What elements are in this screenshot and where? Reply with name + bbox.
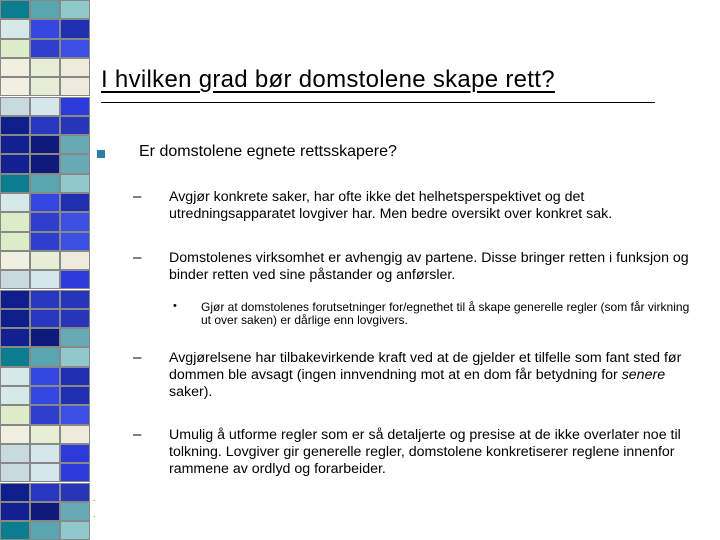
stripe-tile [60,251,90,270]
title-underline [101,102,655,103]
stripe-tile [30,463,60,482]
stripe-tile [30,251,60,270]
stripe-tile [60,463,90,482]
stripe-tile [60,309,90,328]
stripe-tile [0,270,30,289]
stripe-tile [0,483,30,502]
stripe-tile [30,309,60,328]
stripe-tile [60,174,90,193]
stripe-tile [30,39,60,58]
stripe-tile [30,521,60,540]
stripe-tile [30,328,60,347]
stripe-tile [60,483,90,502]
stripe-tile [30,212,60,231]
stripe-tile [60,19,90,38]
stripe-tile [0,386,30,405]
dash-marker: – [133,249,142,266]
stripe-tile [60,154,90,173]
slide-title: I hvilken grad bør domstolene skape rett? [101,66,555,93]
stripe-tile [30,386,60,405]
sub-bullet-3-emphasis: senere [621,367,666,383]
square-bullet-icon [97,150,105,158]
stripe-tile [0,193,30,212]
stripe-tile [0,77,30,96]
stripe-tile [60,193,90,212]
stripe-tile [30,135,60,154]
stripe-tile [60,347,90,366]
footer-mark: . [93,510,96,519]
stripe-tile [60,232,90,251]
stripe-tile [0,97,30,116]
stripe-tile [0,232,30,251]
stripe-tile [60,290,90,309]
stripe-tile [30,58,60,77]
stripe-tile [30,425,60,444]
sub-bullet-3-end: saker). [169,384,213,400]
stripe-tile [30,116,60,135]
stripe-tile [0,521,30,540]
stripe-tile [30,154,60,173]
stripe-tile [30,405,60,424]
stripe-tile [0,463,30,482]
stripe-tile [30,232,60,251]
sub-bullet-2: Domstolenes virksomhet er avhengig av partene. Disse bringer retten i funksjon og binder retten ved sine påstander og anførsler. [169,250,689,283]
stripe-tile [0,405,30,424]
stripe-tile [30,444,60,463]
dash-marker: – [133,426,142,443]
stripe-tile [30,0,60,19]
stripe-tile [0,135,30,154]
decorative-stripe [0,0,90,540]
stripe-tile [30,483,60,502]
dash-marker: – [133,349,142,366]
stripe-tile [0,154,30,173]
stripe-tile [0,251,30,270]
stripe-tile [0,502,30,521]
stripe-tile [60,212,90,231]
stripe-tile [60,39,90,58]
stripe-tile [60,97,90,116]
stripe-tile [30,97,60,116]
stripe-tile [60,328,90,347]
stripe-tile [60,521,90,540]
stripe-tile [0,328,30,347]
stripe-tile [60,444,90,463]
stripe-tile [60,0,90,19]
main-bullet: Er domstolene egnete rettsskapere? [139,143,397,160]
stripe-tile [0,19,30,38]
stripe-tile [30,193,60,212]
stripe-tile [60,58,90,77]
stripe-tile [0,425,30,444]
stripe-tile [30,290,60,309]
sub-bullet-3-text: Avgjørelsene har tilbakevirkende kraft ved at de gjelder et tilfelle som fant sted før dommen ble avsagt (ingen innvendning mot at en dom får betydning for [169,350,682,383]
stripe-tile [0,367,30,386]
stripe-tile [60,116,90,135]
stripe-tile [60,135,90,154]
sub-sub-bullet: Gjør at domstolenes forutsetninger for/egnethet til å skape generelle regler (som får virkning ut over saken) er dårlige enn lovgivers. [201,300,690,327]
stripe-tile [30,19,60,38]
stripe-tile [60,367,90,386]
stripe-tile [0,212,30,231]
stripe-tile [0,290,30,309]
stripe-tile [0,58,30,77]
stripe-tile [0,309,30,328]
dash-marker: – [133,188,142,205]
stripe-tile [0,0,30,19]
stripe-tile [0,174,30,193]
stripe-tile [60,405,90,424]
stripe-tile [60,386,90,405]
stripe-tile [30,270,60,289]
stripe-tile [60,425,90,444]
footer-mark: . [93,494,96,503]
stripe-tile [0,444,30,463]
stripe-tile [30,347,60,366]
stripe-tile [30,502,60,521]
stripe-tile [60,502,90,521]
stripe-tile [0,116,30,135]
dot-marker: • [173,300,177,312]
sub-bullet-3 [169,350,694,401]
stripe-tile [30,367,60,386]
stripe-tile [0,347,30,366]
stripe-tile [30,174,60,193]
stripe-tile [30,77,60,96]
sub-bullet-4: Umulig å utforme regler som er så detaljerte og presise at de ikke overlater noe til tolkning. Lovgiver gir generelle regler, domstolene konkretiserer reglene innenfor rammene av ordlyd og forarbeider. [169,427,681,477]
stripe-tile [0,39,30,58]
sub-bullet-1: Avgjør konkrete saker, har ofte ikke det helhetsperspektivet og det utredningsapparatet lovgiver har. Men bedre oversikt over konkret sak. [169,189,613,222]
stripe-tile [60,270,90,289]
stripe-tile [60,77,90,96]
